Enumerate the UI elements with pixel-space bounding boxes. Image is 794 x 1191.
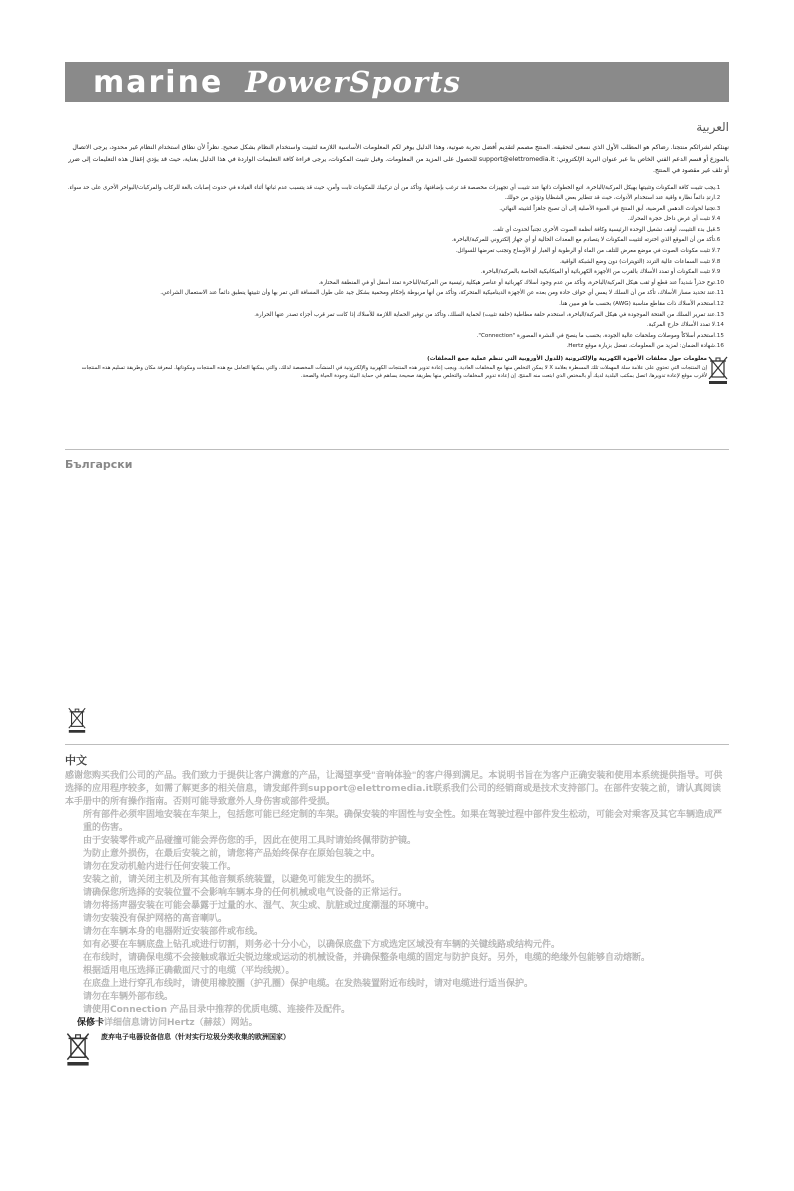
list-item: 在布线时，请确保电缆不会接触或靠近尖锐边缘或运动的机械设备，并确保整条电缆的固定与防护良好。另外，电缆的绝缘外包能够自动熔断。 xyxy=(83,953,651,963)
list-item: 请勿在发动机舱内进行任何安装工作。 xyxy=(83,862,237,872)
list-item: 请勿在车辆外部布线。 xyxy=(83,992,174,1002)
list-item: 11. عند تحديد مسار الأسلاك، تأكد من أن السلك لا يمس أي حواف حادة ومن بعده عن الأجهزة الديناميكية المتحركة، وتأكد من أنها مربوطة بإحكام ومحمية بشكل جيد على طول المسافة التي تمر بها وأن تثبيتها ينطبق دائماً عند الاستعمال الشراعي. xyxy=(160,290,724,297)
list-item: 2. ارتدِ دائماً نظارة واقية عند استخدام الأدوات، حيث قد تتطاير بعض الشظايا وتؤذي من حولك. xyxy=(504,195,721,202)
arabic-intro: نهنئكم لشرائكم منتجنا. رضاكم هو المطلب الأول الذي نسعى لتحقيقه. المنتج مصمم لتقديم أفضل تجربة صوتية، وهذا الدليل يوفر لكم المعلومات الأساسية اللازمة لتثبيت واستخدام النظام بشكل صحيح. نظراً لأن نطاق استخدام النظام غير محدود، يرجى الاتصال بالموزع أو قسم الدعم الفني الخاص بنا عبر عنوان البريد الإلكتروني: support@elettromedia.it للحصول على المزيد من المعلومات. وقبل تثبيت المكونات، يرجى قراءة كافة التعليمات الواردة في هذا الدليل بعناية، حيث قد يؤدي إغفال هذه التعليمات إلى ضرر أو تلف غير مقصود في المنتج. xyxy=(68,144,729,174)
list-item: 13. عند تمرير السلك من الفتحة الموجودة في هيكل المركبة/الباخرة، استخدم حلقة مطاطية (حلقة تثبيت) لحماية السلك، وتأكد من توفير الحماية اللازمة للأسلاك إذا كانت تمر قرب أجزاء تصدر عنها الحرارة. xyxy=(254,311,724,318)
arabic-title: العربية xyxy=(696,120,729,134)
list-item: 安装之前，请关闭主机及所有其他音频系统装置，以避免可能发生的损坏。 xyxy=(83,875,381,885)
list-item: 5. قبل بدء التثبيت، أوقف تشغيل الوحدة الرئيسية وكافة أنظمة الصوت الأخرى تجنباً لحدوث أي تلف. xyxy=(492,226,721,233)
section-divider xyxy=(65,744,729,745)
chinese-title: 中文 xyxy=(65,754,87,767)
arabic-weee-notice xyxy=(65,355,729,385)
brand-logo-powersports: PowerSports xyxy=(245,65,461,99)
list-item: 由于安装零件或产品碰撞可能会弄伤您的手，因此在使用工具时请始终佩带防护镜。 xyxy=(83,836,417,846)
arabic-section xyxy=(65,120,729,385)
chinese-section xyxy=(65,752,729,1067)
list-item: 请勿安装没有保护网格的高音喇叭。 xyxy=(83,914,228,924)
crossed-out-bin-icon xyxy=(67,706,87,734)
crossed-out-bin-icon xyxy=(65,1031,91,1067)
arabic-steps xyxy=(65,183,729,353)
list-item: 14. لا تمدد الأسلاك خارج المركبة. xyxy=(646,322,724,329)
brand-banner xyxy=(65,62,729,102)
list-item: 请确保您所选择的安装位置不会影响车辆本身的任何机械或电气设备的正常运行。 xyxy=(83,888,408,898)
list-item: 12. استخدم الأسلاك ذات مقاطع مناسبة (AWG) بحسب ما هو مبين هنا. xyxy=(559,301,724,308)
list-item: 9. لا تثبت المكونات أو تمدد الأسلاك بالقرب من الأجهزة الكهربائية أو الميكانيكية الخاصة بالمركبة/الباخرة. xyxy=(480,269,721,276)
crossed-out-bin-icon xyxy=(707,355,729,385)
list-item: 所有部件必须牢固地安装在车架上，包括您可能已经定制的车架。确保安装的牢固性与安全性。如果在驾驶过程中部件发生松动，可能会对乘客及其它车辆造成严重的伤害。 xyxy=(83,810,723,833)
chinese-warranty: 保修卡详细信息请访问Hertz（赫兹）网站。 xyxy=(77,1018,258,1028)
list-item: 如有必要在车辆底盘上钻孔或进行切割，则务必十分小心，以确保底盘下方或选定区域没有车辆的关键线路或结构元件。 xyxy=(83,940,561,950)
list-item: 16. شهادة الضمان: لمزيد من المعلومات، تفضل بزيارة موقع Hertz. xyxy=(566,343,724,350)
section-divider xyxy=(65,449,729,450)
list-item: 1. يجب تثبيت كافة المكونات وتثبيتها بهيكل المركبة/الباخرة. اتبع الخطوات ذاتها عند تثبيت أي تجهيزات مخصصة قد ترغب بإضافتها، وتأكد من أن تركيبك للمكونات ثابت وآمن، حيث قد يتسبب عدم ثباتها أثناء القيادة في حدوث إصابات بالغة للركاب والمركبات/البواخر الأخرى على حد سواء. xyxy=(67,184,721,191)
bulgarian-section xyxy=(65,458,729,477)
list-item: 10. توخ حذراً شديداً عند قطع أو ثقب هيكل المركبة/الباخرة، وتأكد من عدم وجود أسلاك كهربائية أو عناصر هيكلية رئيسية من المركبة/الباخرة تمتد أسفل أو في المنطقة المختارة. xyxy=(318,279,724,286)
list-item: 为防止意外损伤，在最后安装之前，请您将产品始终保存在原始包装之中。 xyxy=(83,849,381,859)
list-item: 8. لا تثبت السماعات عالية التردد (التويترات) دون وضع الشبكة الواقية. xyxy=(559,258,721,265)
list-item: 3. تجنبا لحوادث الدهس العرضية، أبق المنتج في العبوة الأصلية إلى أن تصبح جاهزاً لتثبيته النهائي. xyxy=(499,205,721,212)
chinese-weee-title: 废弃电子电器设备信息（针对实行垃圾分类收集的欧洲国家） xyxy=(101,1033,290,1041)
list-item: 请使用Connection 产品目录中推荐的优质电缆、连接件及配件。 xyxy=(83,1005,351,1015)
chinese-steps xyxy=(65,809,729,1017)
list-item: 根据适用电压选择正确截面尺寸的电缆（平均线规）。 xyxy=(83,966,295,976)
arabic-weee-text: معلومات حول مخلفات الأجهزة الكهربية والإلكترونية (للدول الأوروبية التي تنظم عملية جمع المخلفات) إن المنتجات التي تحتوي على علامة سلة المهملات تلك المسطرة بعلامة X لا يمكن التخلص منها مع المخلفات العادية. ويجب إعادة تدوير هذه المنتجات الكهربية والإلكترونية في المنشآت المخصصة لذلك، والتي يمكنها التعامل مع هذه المنتجات ومكوناتها. لمعرفة مكان وطريقة تسليم هذه المنتجات لأقرب موقع لإعادة تدويرها، اتصل بمكتب البلدية لديك أو بالمختص الذي ابتعت منه المنتج. إن إعادة تدوير المخلفات والتخلص منها بطريقة صحيحة يساهم في حماية البيئة وجودة الحياة والصحة. xyxy=(81,356,707,380)
bulgarian-title: Български xyxy=(65,458,133,471)
list-item: 请勿在车辆本身的电器附近安装部件或布线。 xyxy=(83,927,264,937)
list-item: 4. لا تثبت أي غرض داخل حجرة المحرك. xyxy=(627,216,721,223)
brand-logo-marine: marine xyxy=(93,64,224,100)
list-item: 6. تأكد من أن الموقع الذي اخترته لتثبيت المكونات لا يتصادم مع المعدات الحالية أو أي جهاز إلكتروني للمركبة/الباخرة. xyxy=(451,237,721,244)
list-item: 请勿将扬声器安装在可能会暴露于过量的水、湿气、灰尘或、肮脏或过度潮湿的环境中。 xyxy=(83,901,435,911)
chinese-weee-notice xyxy=(65,1031,729,1067)
chinese-intro: 感谢您购买我们公司的产品。我们致力于提供让客户满意的产品，让渴望享受"音响体验"的客户得到满足。本说明书旨在为客户正确安装和使用本系统提供指导。可供选择的应用程序较多，如需了解更多的相关信息，请发邮件到support@elettromedia.it联系我们公司的经销商或是技术支持部门。在部件安装之前，请认真阅读本手册中的所有操作指南。否则可能导致意外人身伤害或部件受损。 xyxy=(65,771,723,807)
list-item: 在底盘上进行穿孔布线时，请使用橡胶圈（护孔圈）保护电缆。在发热装置附近布线时，请对电缆进行适当保护。 xyxy=(83,979,534,989)
list-item: 7. لا تثبت مكونات الصوت في موضع معرض للتلف من الماء أو الرطوبة أو الغبار أو الأوساخ وتجنب تعرضها للسوائل. xyxy=(455,248,721,255)
list-item: 15. استخدم أسلاكاً وموصلات وملحقات عالية الجودة، بحسب ما ينصح في النشرة المصورة "Connection". xyxy=(476,332,724,339)
